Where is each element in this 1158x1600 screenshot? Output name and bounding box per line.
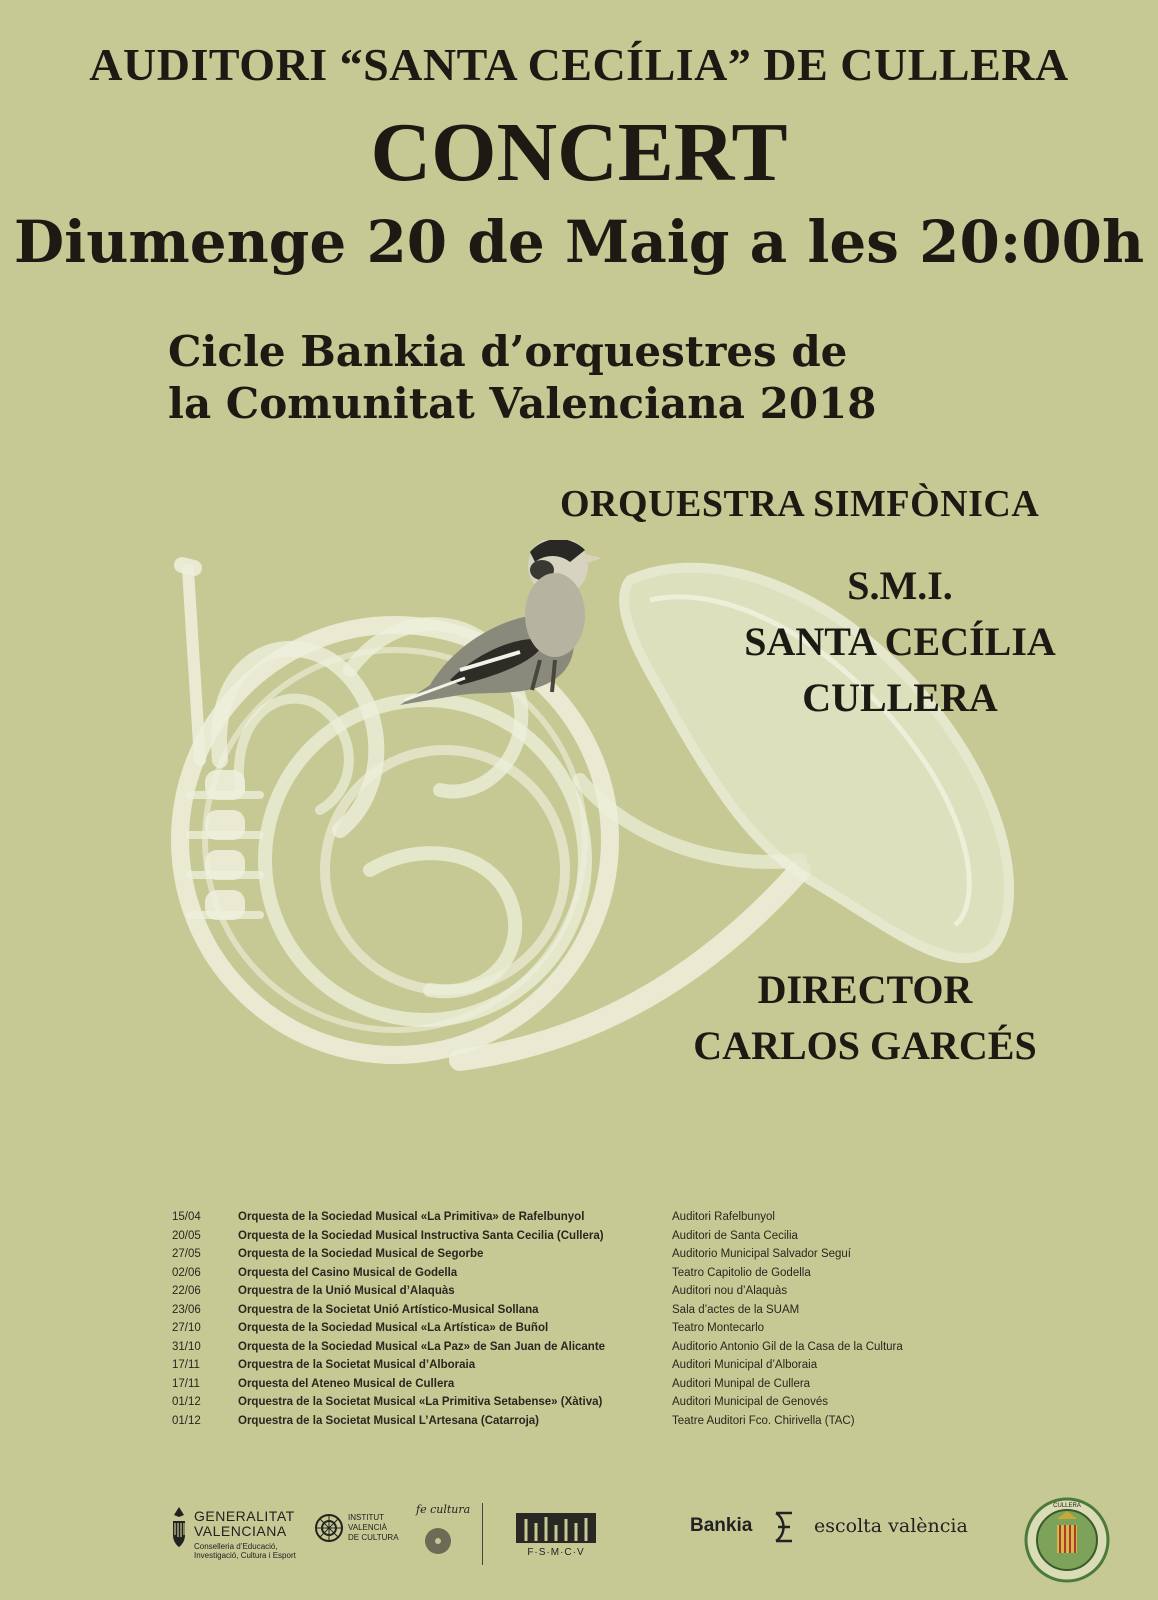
generalitat-line-1: GENERALITAT bbox=[194, 1508, 295, 1524]
schedule-venue: Sala d’actes de la SUAM bbox=[672, 1303, 800, 1316]
sponsor-logos bbox=[0, 1495, 1158, 1575]
schedule-venue: Teatro Montecarlo bbox=[672, 1322, 765, 1334]
schedule-orchestra: Orquestra de la Societat Unió Artístico-Musical Sollana bbox=[238, 1303, 539, 1316]
director-name: CARLOS GARCÉS bbox=[693, 1023, 1037, 1068]
director-label: DIRECTOR bbox=[757, 967, 973, 1012]
schedule-orchestra: Orquesta de la Sociedad Musical «La Primitiva» de Rafelbunyol bbox=[238, 1211, 585, 1223]
schedule-date: 22/06 bbox=[172, 1285, 201, 1297]
cycle-line-2: la Comunitat Valenciana 2018 bbox=[168, 379, 877, 428]
smi-santa-cecilia-seal bbox=[1024, 1497, 1110, 1583]
schedule-orchestra: Orquestra de la Societat Musical L’Artesana (Catarroja) bbox=[238, 1414, 540, 1427]
conselleria-text bbox=[194, 1542, 296, 1560]
schedule-date: 23/06 bbox=[172, 1303, 201, 1316]
ivc-logo-icon bbox=[314, 1513, 344, 1543]
fecultura-disc-icon bbox=[424, 1527, 452, 1555]
schedule-date: 27/10 bbox=[172, 1322, 201, 1334]
cycle-line-1: Cicle Bankia d’orquestres de bbox=[168, 327, 848, 376]
ivc-line-3: DE CULTURA bbox=[348, 1533, 399, 1542]
director-block bbox=[640, 962, 1090, 1074]
schedule-orchestra: Orquesta del Ateneo Musical de Cullera bbox=[238, 1377, 455, 1390]
schedule-date: 27/05 bbox=[172, 1248, 201, 1260]
schedule-venue: Teatro Capitolio de Godella bbox=[672, 1266, 811, 1279]
schedule-venue: Auditori Municipal de Genovés bbox=[672, 1396, 828, 1408]
schedule-venue: Auditori de Santa Cecilia bbox=[672, 1229, 798, 1242]
conselleria-line-1: Conselleria d’Educació, bbox=[194, 1542, 278, 1551]
schedule-date: 17/11 bbox=[172, 1377, 200, 1390]
schedule-date: 31/10 bbox=[172, 1340, 201, 1353]
fecultura-logo: fe cultura bbox=[416, 1503, 471, 1516]
orchestra-name-line-3: CULLERA bbox=[802, 675, 998, 720]
schedule-venue: Auditori Munipal de Cullera bbox=[672, 1377, 811, 1390]
venue-title: AUDITORI “SANTA CECÍLIA” DE CULLERA bbox=[89, 39, 1069, 90]
ivc-line-1: INSTITUT bbox=[348, 1513, 384, 1522]
fsmcv-logo-icon bbox=[516, 1513, 596, 1543]
logo-divider bbox=[482, 1503, 483, 1565]
schedule-venue: Auditorio Municipal Salvador Seguí bbox=[672, 1248, 851, 1260]
schedule-orchestra: Orquesta de la Sociedad Musical «La Artística» de Buñol bbox=[238, 1322, 549, 1334]
escolta-logo-icon bbox=[772, 1509, 796, 1545]
schedule-orchestra: Orquesta de la Sociedad Musical «La Paz» de San Juan de Alicante bbox=[238, 1340, 606, 1353]
schedule-venue: Auditorio Antonio Gil de la Casa de la Cultura bbox=[672, 1340, 903, 1353]
generalitat-line-2: VALENCIANA bbox=[194, 1523, 287, 1539]
conselleria-line-2: Investigació, Cultura i Esport bbox=[194, 1551, 296, 1560]
schedule-orchestra: Orquestra de la Societat Musical «La Primitiva Setabense» (Xàtiva) bbox=[238, 1396, 603, 1408]
concert-date: Diumenge 20 de Maig a les 20:00h bbox=[13, 208, 1145, 276]
schedule-venue: Auditori Rafelbunyol bbox=[672, 1211, 775, 1223]
ivc-logo bbox=[348, 1513, 399, 1543]
fsmcv-text: F·S·M·C·V bbox=[527, 1547, 585, 1558]
orchestra-type: ORQUESTRA SIMFÒNICA bbox=[560, 483, 1040, 525]
orchestra-name-line-1: S.M.I. bbox=[847, 563, 953, 608]
schedule-orchestra: Orquesta de la Sociedad Musical Instructiva Santa Cecilia (Cullera) bbox=[238, 1229, 604, 1242]
generalitat-crest-icon bbox=[170, 1505, 188, 1555]
schedule-orchestra: Orquestra de la Societat Musical d’Alboraia bbox=[238, 1359, 476, 1371]
escolta-valencia-logo: escolta valència bbox=[814, 1515, 968, 1537]
orchestra-name-line-2: SANTA CECÍLIA bbox=[744, 619, 1056, 664]
schedule-date: 01/12 bbox=[172, 1414, 201, 1427]
orchestra-name bbox=[690, 558, 1110, 726]
concert-title: CONCERT bbox=[370, 106, 788, 199]
bankia-logo: Bankia bbox=[690, 1515, 753, 1536]
schedule-orchestra: Orquesta del Casino Musical de Godella bbox=[238, 1266, 458, 1279]
schedule-orchestra: Orquesta de la Sociedad Musical de Segorbe bbox=[238, 1248, 484, 1260]
generalitat-logo bbox=[194, 1509, 295, 1539]
schedule-date: 01/12 bbox=[172, 1396, 201, 1408]
schedule-date: 17/11 bbox=[172, 1359, 200, 1371]
seal-label: CULLERA bbox=[1053, 1503, 1081, 1509]
schedule-date: 20/05 bbox=[172, 1229, 201, 1242]
schedule-orchestra: Orquestra de la Unió Musical d’Alaquàs bbox=[238, 1285, 455, 1297]
schedule-venue: Auditori nou d’Alaquàs bbox=[672, 1285, 788, 1297]
schedule-venue: Teatre Auditori Fco. Chirivella (TAC) bbox=[672, 1414, 855, 1427]
schedule-venue: Auditori Municipal d’Alboraia bbox=[672, 1359, 818, 1371]
ivc-line-2: VALENCIÀ bbox=[348, 1523, 387, 1532]
schedule-date: 15/04 bbox=[172, 1211, 201, 1223]
schedule-date: 02/06 bbox=[172, 1266, 201, 1279]
cycle-name bbox=[168, 326, 877, 430]
